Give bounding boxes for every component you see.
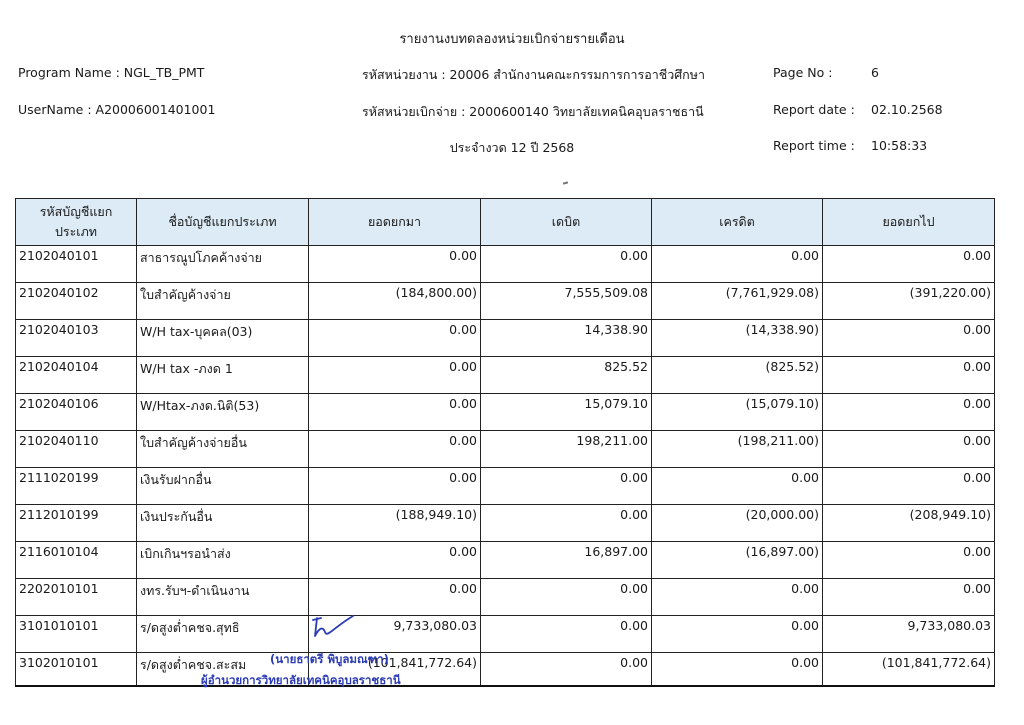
- account-name: W/H tax -ภงด 1: [137, 357, 309, 394]
- account-code: 3102010101: [16, 653, 137, 687]
- credit-amount: (14,338.90): [652, 320, 823, 357]
- account-name: W/H tax-บุคคล(03): [137, 320, 309, 357]
- report-time: 10:58:33: [871, 138, 928, 153]
- credit-amount: (15,079.10): [652, 394, 823, 431]
- table-row: [16, 320, 995, 357]
- credit-amount: 0.00: [652, 653, 823, 687]
- header-debit: เดบิต: [481, 199, 652, 246]
- opening-balance: (188,949.10): [309, 505, 481, 542]
- signatory-position: ผู้อำนวยการวิทยาลัยเทคนิคอุบลราชธานี: [201, 673, 401, 687]
- disbursement-unit: รหัสหน่วยเบิกจ่าย : 2000600140 วิทยาลัยเทคนิคอุบลราชธานี: [362, 104, 704, 119]
- account-code: 3101010101: [16, 616, 137, 653]
- opening-balance: 0.00: [309, 579, 481, 616]
- account-name: ร/ดสูงต่ำคชจ.สะสม: [137, 653, 309, 687]
- account-name: งทร.รับฯ-ดำเนินงาน: [137, 579, 309, 616]
- closing-balance: 0.00: [823, 357, 995, 394]
- table-row: [16, 505, 995, 542]
- account-name: สาธารณูปโภคค้างจ่าย: [137, 246, 309, 283]
- table-row: [16, 283, 995, 320]
- stray-mark: [563, 181, 568, 184]
- page-label: Page No :: [773, 65, 833, 80]
- handwritten-signature: [309, 612, 355, 642]
- table-header-row: [16, 199, 995, 246]
- user-name: UserName : A20006001401001: [18, 102, 216, 117]
- account-code: 2102040102: [16, 283, 137, 320]
- account-code: 2112010199: [16, 505, 137, 542]
- table-row: [16, 616, 995, 653]
- opening-balance: (184,800.00): [309, 283, 481, 320]
- account-name: ร/ดสูงต่ำคชจ.สุทธิ: [137, 616, 309, 653]
- agency-code: รหัสหน่วยงาน : 20006 สำนักงานคณะกรรมการการอาชีวศึกษา: [362, 67, 706, 82]
- closing-balance: 0.00: [823, 394, 995, 431]
- credit-amount: 0.00: [652, 616, 823, 653]
- header-account-name: ชื่อบัญชีแยกประเภท: [137, 199, 309, 246]
- closing-balance: 0.00: [823, 246, 995, 283]
- debit-amount: 0.00: [481, 616, 652, 653]
- opening-balance: 0.00: [309, 394, 481, 431]
- account-name: ใบสำคัญค้างจ่าย: [137, 283, 309, 320]
- credit-amount: 0.00: [652, 246, 823, 283]
- debit-amount: 16,897.00: [481, 542, 652, 579]
- closing-balance: 0.00: [823, 542, 995, 579]
- account-code: 2102040103: [16, 320, 137, 357]
- table-row: [16, 579, 995, 616]
- closing-balance: (391,220.00): [823, 283, 995, 320]
- account-code: 2102040101: [16, 246, 137, 283]
- debit-amount: 0.00: [481, 468, 652, 505]
- closing-balance: 0.00: [823, 579, 995, 616]
- debit-amount: 825.52: [481, 357, 652, 394]
- debit-amount: 7,555,509.08: [481, 283, 652, 320]
- header-account-code: รหัสบัญชีแยกประเภท: [16, 199, 137, 246]
- account-code: 2102040106: [16, 394, 137, 431]
- opening-balance: 0.00: [309, 357, 481, 394]
- closing-balance: 0.00: [823, 431, 995, 468]
- report-date: 02.10.2568: [871, 102, 943, 117]
- account-name: ใบสำคัญค้างจ่ายอื่น: [137, 431, 309, 468]
- table-row: [16, 394, 995, 431]
- report-title: รายงานงบทดลองหน่วยเบิกจ่ายรายเดือน: [399, 32, 625, 47]
- opening-balance: 0.00: [309, 431, 481, 468]
- opening-balance: 9,733,080.03: [309, 616, 481, 653]
- account-name: เบิกเกินฯรอนำส่ง: [137, 542, 309, 579]
- program-name: Program Name : NGL_TB_PMT: [18, 65, 205, 80]
- table-row: [16, 246, 995, 283]
- credit-amount: 0.00: [652, 579, 823, 616]
- opening-balance: 0.00: [309, 468, 481, 505]
- table-row: [16, 431, 995, 468]
- credit-amount: (198,211.00): [652, 431, 823, 468]
- trial-balance-table: [15, 198, 995, 687]
- account-code: 2202010101: [16, 579, 137, 616]
- table-row: [16, 357, 995, 394]
- credit-amount: (7,761,929.08): [652, 283, 823, 320]
- account-code: 2102040110: [16, 431, 137, 468]
- debit-amount: 0.00: [481, 653, 652, 687]
- closing-balance: (101,841,772.64): [823, 653, 995, 687]
- closing-balance: 0.00: [823, 320, 995, 357]
- table-row: [16, 542, 995, 579]
- credit-amount: (20,000.00): [652, 505, 823, 542]
- account-name: เงินรับฝากอื่น: [137, 468, 309, 505]
- account-name: W/Htax-ภงด.นิติ(53): [137, 394, 309, 431]
- page-number: 6: [871, 65, 879, 80]
- debit-amount: 14,338.90: [481, 320, 652, 357]
- report-period: ประจำงวด 12 ปี 2568: [449, 140, 575, 155]
- debit-amount: 15,079.10: [481, 394, 652, 431]
- debit-amount: 0.00: [481, 246, 652, 283]
- debit-amount: 0.00: [481, 579, 652, 616]
- report-time-label: Report time :: [773, 138, 855, 153]
- header-credit: เครดิต: [652, 199, 823, 246]
- closing-balance: 9,733,080.03: [823, 616, 995, 653]
- credit-amount: (16,897.00): [652, 542, 823, 579]
- account-code: 2102040104: [16, 357, 137, 394]
- opening-balance: 0.00: [309, 320, 481, 357]
- debit-amount: 0.00: [481, 505, 652, 542]
- header-opening-balance: ยอดยกมา: [309, 199, 481, 246]
- signatory-name: (นายธาตรี พิบูลมณฑา): [270, 652, 389, 666]
- credit-amount: (825.52): [652, 357, 823, 394]
- table-row: [16, 468, 995, 505]
- credit-amount: 0.00: [652, 468, 823, 505]
- debit-amount: 198,211.00: [481, 431, 652, 468]
- account-code: 2111020199: [16, 468, 137, 505]
- closing-balance: 0.00: [823, 468, 995, 505]
- account-name: เงินประกันอื่น: [137, 505, 309, 542]
- account-code: 2116010104: [16, 542, 137, 579]
- opening-balance: (101,841,772.64): [309, 653, 481, 687]
- header-closing-balance: ยอดยกไป: [823, 199, 995, 246]
- table-row: [16, 653, 995, 687]
- opening-balance: 0.00: [309, 542, 481, 579]
- closing-balance: (208,949.10): [823, 505, 995, 542]
- report-date-label: Report date :: [773, 102, 855, 117]
- opening-balance: 0.00: [309, 246, 481, 283]
